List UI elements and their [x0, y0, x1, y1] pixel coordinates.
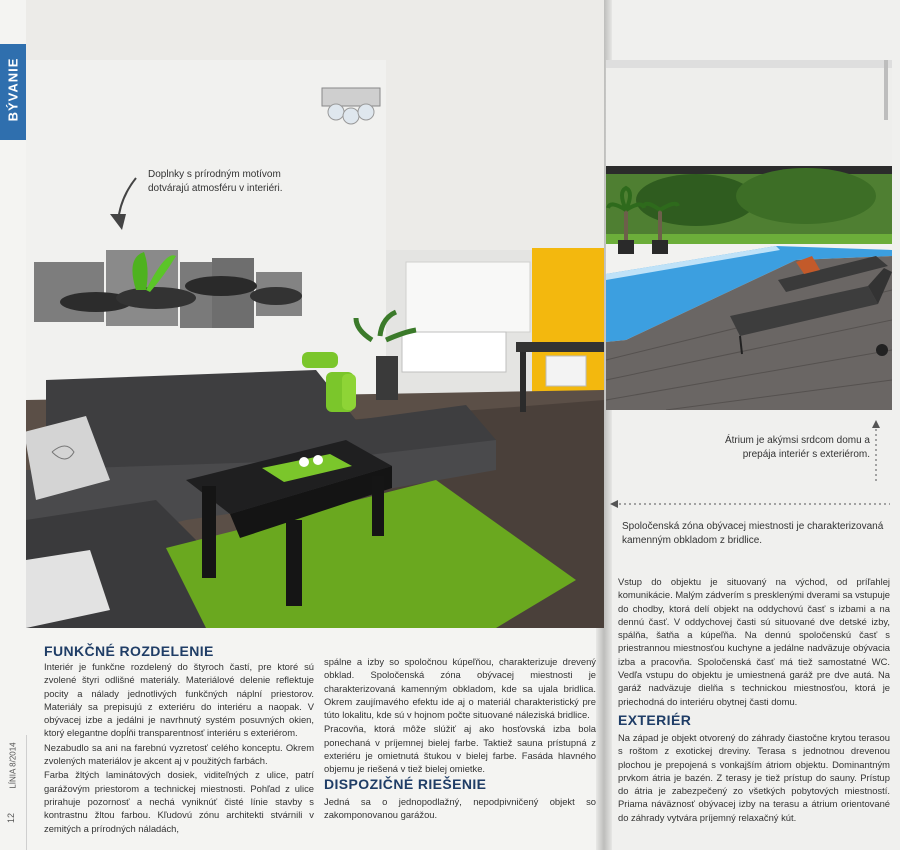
- caption-common-area: Spoločenská zóna obývacej miestnosti je charakterizovaná kamenným obkladom z bridlice.: [622, 521, 884, 546]
- page-number: 12: [6, 812, 17, 824]
- atrium-illustration: [606, 60, 892, 410]
- living-room-photo: [26, 0, 604, 628]
- caption-living-room: Doplnky s prírodným motívom dotvárajú atmosféru v interiéri.: [148, 169, 283, 194]
- caption-atrium: Átrium je akýmsi srdcom domu a prepája interiér s exteriérom.: [724, 435, 870, 460]
- section-tab: [0, 44, 26, 140]
- paragraph: Farba žltých laminátových dosiek, viditeľných z ulice, patrí garážovým priestorom a technickej miestnosti. Pohľad z ulice prirahuje pozornosť a nechá vyniknúť čisté línie stavby s kontrastnu žltou farbou. Kľudovú zónu architekti stvárnili v zemitých a prírodných náladách,: [44, 769, 314, 834]
- paragraph: Nezabudlo sa ani na farebnú vyzretosť celého konceptu. Okrem zvolených materiálov je akcent aj v použitých farbách.: [44, 741, 314, 767]
- issue-label: LÍNIA 8/2014: [8, 742, 18, 789]
- section-label: BÝVANIE: [5, 57, 21, 122]
- page-footer-tab: [0, 735, 27, 850]
- paragraph: Vstup do objektu je situovaný na východ, od príľahlej komunikácie. Malým zádverím s presklenými dverami sa vstupuje do chodby, ktorá delí objekt na oddychovú časť s izbami a na dennú časť. V oddychovej časti sú situované dve detské izby, spálňa, šatňa a kúpeľňa. Na dennú spoločenskú časť s priestrannou miestnosťou kuchyne a jedálne nadväzuje obývacia izba a pracovňa. Spoločenská časť má tiež samostatné WC. Vedľa vstupu do objektu je umiestnená garáž pre dve autá. Na garáž nadväzuje dielňa s technickou miestnosťou, ktorá je priechodná do interiéru obytnej časti domu.: [618, 576, 890, 707]
- living-room-illustration: [26, 0, 604, 628]
- paragraph: Interiér je funkčne rozdelený do štyroch častí, pre ktoré sú zvolené štyri odlišné materiály. Materiálové delenie reflektuje pocity a nálady jednotlivých funkčných náplní priestorov. Materiály sa prepisujú z exteriéru do interiéru a naopak. V obývacej izbe a jedálni je navrhnutý systém posuvných okien, ktorý elegantne dopĺňi transparentnosť interiéru s exteriérom.: [44, 661, 314, 739]
- heading-exterior: EXTERIÉR: [618, 712, 692, 728]
- atrium-pool-photo: [606, 60, 892, 410]
- paragraph: Na západ je objekt otvorený do záhrady čiastočne krytou terasou s roštom z exotickej dreviny. Terasa s jednotnou drevenou plochou je prepojená s vonkajším átriom objektu. Dominantným prvkom átria je bazén. Z terasy je tiež prístup do sauny. Prístup do átria je zabezpečený zo všetkých pobytových miestností. Priama náväznosť obývacej izby na terasu a átrium orientované do záhrady vytvára príjemný relaxačný kút.: [618, 732, 890, 823]
- heading-functional-division: FUNKČNÉ ROZDELENIE: [44, 643, 214, 659]
- caption-pointer-lines: [606, 418, 896, 528]
- paragraph: spálne a izby so spoločnou kúpeľňou, charakterizuje drevený obklad. Spoločenská zóna obývacej miestnosti je charakterizovaná kamenným obkladom, kde sa ujala bridlica. Okrem zaujímavého efektu ide aj o materiál charakteristický pre túto lokalitu, kde sú v hojnom počte situované náleziská bridlice.: [324, 656, 596, 721]
- article-column-a: [44, 660, 314, 836]
- paragraph: Pracovňa, ktorá môže slúžiť aj ako hosťovská izba bola ponechaná v príjemnej bielej farbe. Taktiež sauna prístupná z exteriéru je omietnutá štukou v bielej farbe. Fasáda hlavného objemu je riešená v tiež bielej omietke.: [324, 723, 596, 775]
- article-column-d: [618, 731, 890, 825]
- heading-layout-solution: DISPOZIČNÉ RIEŠENIE: [324, 776, 487, 792]
- article-column-b: [324, 655, 596, 777]
- article-column-c: [618, 575, 890, 709]
- paragraph: Jedná sa o jednopodlažný, nepodpivničený objekt so zakomponovanou garážou.: [324, 796, 596, 821]
- article-column-b2: [324, 795, 596, 823]
